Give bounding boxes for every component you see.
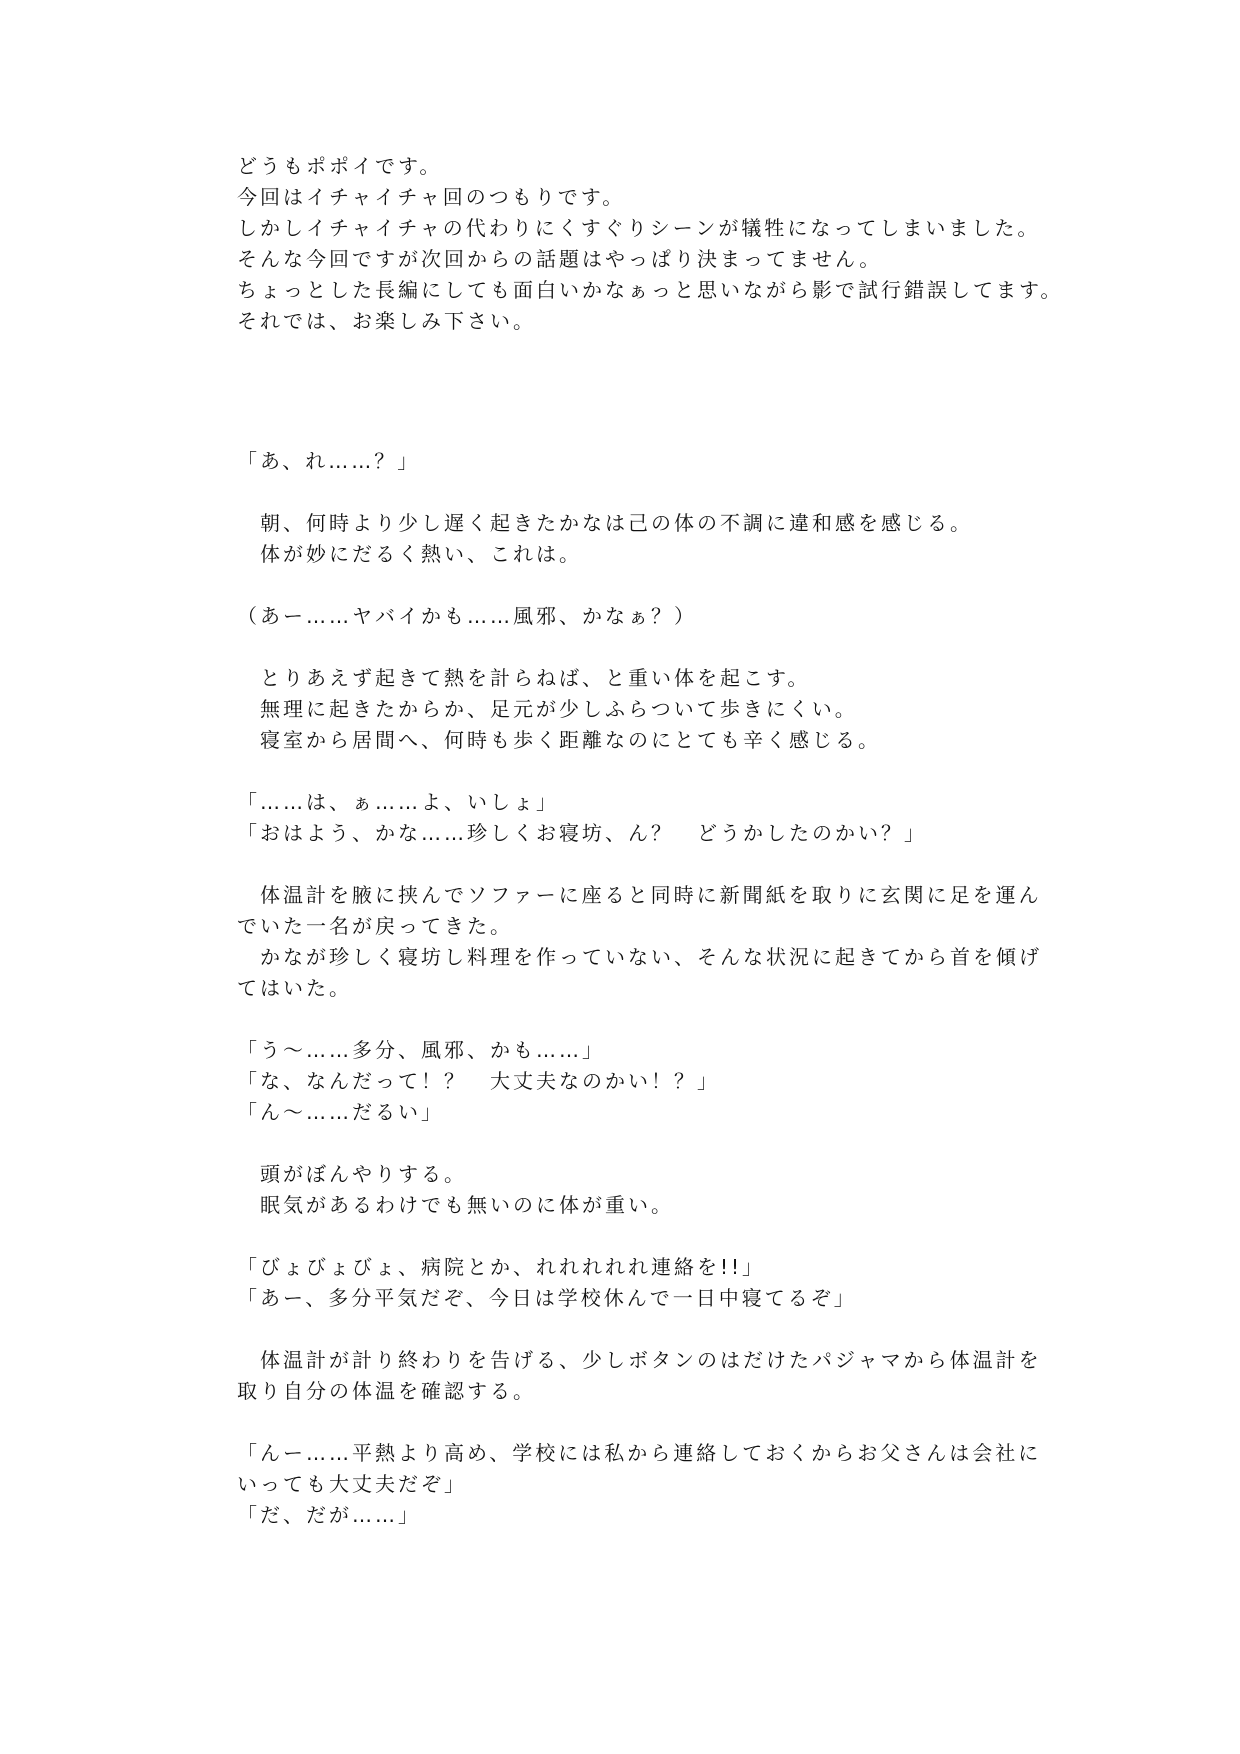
story-line: 「びょびょびょ、病院とか、れれれれれ連絡を!!」 <box>237 1255 766 1279</box>
story-line: 「あー、多分平気だぞ、今日は学校休んで一日中寝てるぞ」 <box>237 1286 857 1310</box>
story-line: でいた一名が戻ってきた。 <box>237 914 513 938</box>
story-text <box>237 446 1042 1531</box>
story-blank-line <box>237 849 1027 880</box>
author-note <box>237 151 1064 337</box>
story-line: 無理に起きたからか、足元が少しふらついて歩きにくい。 <box>237 697 858 721</box>
story-line: 「う～……多分、風邪、かも……」 <box>237 1038 605 1062</box>
story-blank-line <box>237 1128 1027 1159</box>
intro-line: ちょっとした長編にしても面白いかなぁっと思いながら影で試行錯誤してます。 <box>237 278 1064 302</box>
intro-line: それでは、お楽しみ下さい。 <box>237 309 536 333</box>
story-blank-line <box>237 1221 1027 1252</box>
intro-line: そんな今回ですが次回からの話題はやっぱり決まってません。 <box>237 247 883 271</box>
intro-line: しかしイチャイチャの代わりにくすぐりシーンが犠牲になってしまいました。 <box>237 216 1041 240</box>
story-line: 「だ、だが……」 <box>237 1503 421 1527</box>
intro-line: どうもポポイです。 <box>237 154 443 178</box>
story-line: 取り自分の体温を確認する。 <box>237 1379 536 1403</box>
story-line: かなが珍しく寝坊し料理を作っていない、そんな状況に起きてから首を傾げ <box>237 945 1042 969</box>
story-line: いっても大丈夫だぞ」 <box>237 1472 467 1496</box>
story-line: 「な、なんだって！？ 大丈夫なのかい！？」 <box>237 1069 720 1093</box>
story-line: 頭がぼんやりする。 <box>237 1162 467 1186</box>
story-line: 体温計を腋に挟んでソファーに座ると同時に新聞紙を取りに玄関に足を運ん <box>237 883 1042 907</box>
story-line: 朝、何時より少し遅く起きたかなは己の体の不調に違和感を感じる。 <box>237 511 973 535</box>
story-line: てはいた。 <box>237 976 352 1000</box>
story-line: 「……は、ぁ……よ、いしょ」 <box>237 790 559 814</box>
intro-line: 今回はイチャイチャ回のつもりです。 <box>237 185 626 209</box>
story-line: 眠気があるわけでも無いのに体が重い。 <box>237 1193 674 1217</box>
story-line: とりあえず起きて熱を計らねば、と重い体を起こす。 <box>237 666 811 690</box>
story-blank-line <box>237 1004 1027 1035</box>
story-line: 「あ、れ……？」 <box>237 449 421 473</box>
story-line: 「んー……平熱より高め、学校には私から連絡しておくからお父さんは会社に <box>237 1441 1042 1465</box>
story-blank-line <box>237 632 1027 663</box>
story-blank-line <box>237 477 1027 508</box>
story-line: （あー……ヤバイかも……風邪、かなぁ？） <box>237 604 697 628</box>
story-line: 体温計が計り終わりを告げる、少しボタンのはだけたパジャマから体温計を <box>237 1348 1042 1372</box>
story-line: 「おはよう、かな……珍しくお寝坊、ん？ どうかしたのかい？」 <box>237 821 927 845</box>
story-blank-line <box>237 1407 1027 1438</box>
story-blank-line <box>237 1314 1027 1345</box>
story-blank-line <box>237 756 1027 787</box>
story-blank-line <box>237 570 1027 601</box>
story-line: 「ん～……だるい」 <box>237 1100 444 1124</box>
story-line: 寝室から居間へ、何時も歩く距離なのにとても辛く感じる。 <box>237 728 881 752</box>
story-line: 体が妙にだるく熱い、これは。 <box>237 542 582 566</box>
